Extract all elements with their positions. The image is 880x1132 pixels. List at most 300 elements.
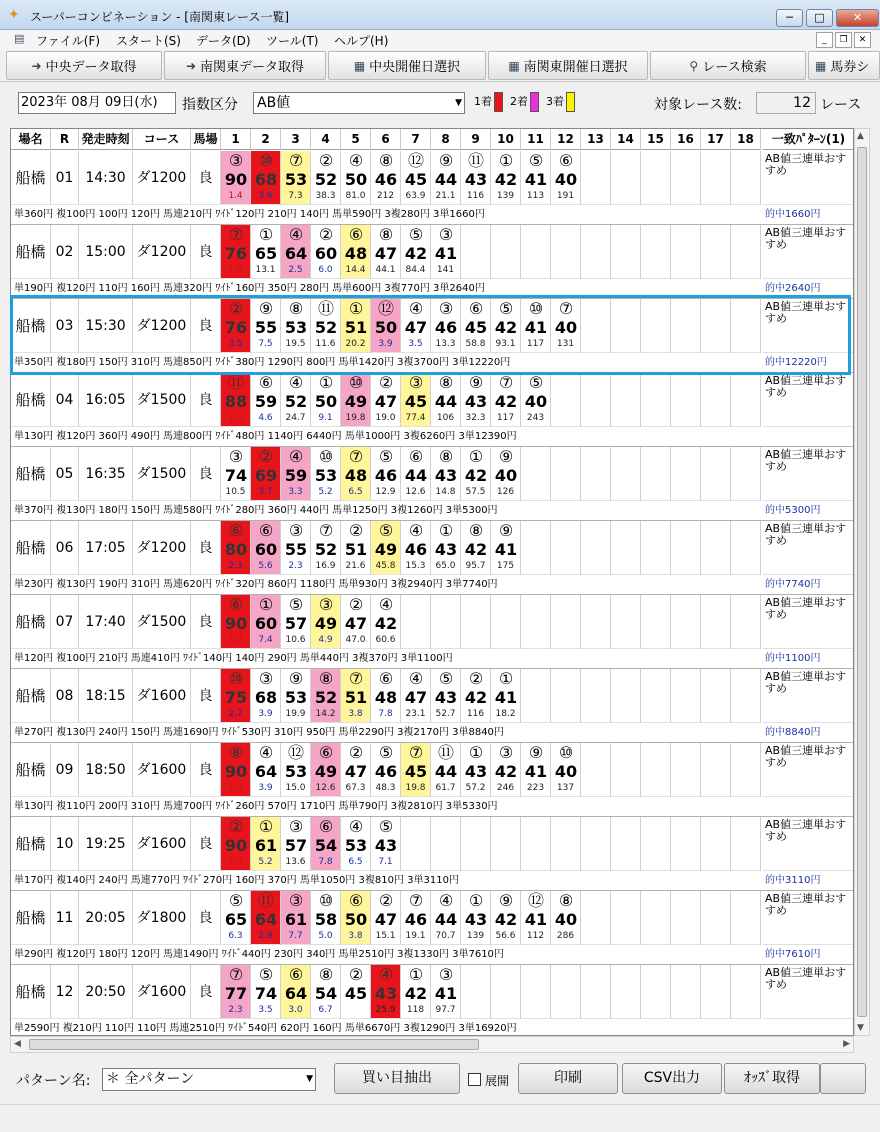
horse-number: ⑥ — [378, 669, 394, 688]
odds-value: 2.3 — [281, 558, 311, 575]
odds-value: 95.7 — [461, 558, 491, 575]
odds-value — [611, 706, 641, 723]
column-header[interactable]: 15 — [641, 129, 671, 150]
horse-number: ① — [498, 151, 514, 170]
horse-number: ④ — [288, 447, 304, 466]
odds-value — [701, 484, 731, 501]
race-track-cell: 良 — [191, 299, 221, 353]
column-header[interactable]: 10 — [491, 129, 521, 150]
horse-number: ③ — [438, 299, 454, 318]
odds-value: 14.4 — [341, 262, 371, 279]
column-header[interactable]: 7 — [401, 129, 431, 150]
odds-value: 116 — [461, 188, 491, 205]
column-header[interactable]: 12 — [551, 129, 581, 150]
odds-value — [611, 928, 641, 945]
index-value: 64 — [254, 910, 278, 929]
column-header[interactable]: R — [51, 129, 79, 150]
index-value: 41 — [494, 540, 518, 559]
race-venue-cell: 船橋 — [11, 299, 51, 353]
index-value: 46 — [374, 170, 398, 189]
odds-value — [671, 632, 701, 649]
extract-tickets-button[interactable]: 買い目抽出 — [334, 1063, 460, 1094]
race-row[interactable] — [11, 373, 854, 447]
column-header[interactable]: 5 — [341, 129, 371, 150]
pattern-cell: AB値三連単おすすめ — [763, 373, 854, 427]
hit-result: 的中8840円 — [763, 723, 854, 743]
race-row[interactable] — [11, 669, 854, 743]
doc-icon: ▤ — [14, 32, 25, 45]
scroll-down-icon[interactable]: ▼ — [857, 1023, 864, 1033]
odds-value: 7.8 — [371, 706, 401, 723]
column-header[interactable]: 一致ﾊﾟﾀｰﾝ(1) — [763, 129, 854, 150]
odds-value — [671, 928, 701, 945]
odds-value: 48.3 — [371, 780, 401, 797]
horse-number: ② — [468, 669, 484, 688]
payout-row: 単360円 複100円 100円 120円 馬連210円 ﾜｲﾄﾞ120円 210円 140円 馬単590円 3複280円 3単1660円 — [11, 205, 763, 225]
index-value: 45 — [404, 170, 428, 189]
mdi-minimize-button[interactable]: _ — [816, 32, 833, 48]
race-row[interactable] — [11, 521, 854, 595]
column-header[interactable]: 4 — [311, 129, 341, 150]
odds-value — [701, 1002, 731, 1019]
menu-file[interactable]: ファイル(F) — [36, 34, 101, 48]
index-value: 44 — [434, 910, 458, 929]
index-value: 49 — [374, 540, 398, 559]
horse-number: ⑤ — [378, 817, 394, 836]
odds-value — [641, 484, 671, 501]
legend-first: 1着 — [474, 92, 503, 112]
odds-value — [701, 780, 731, 797]
race-row[interactable] — [11, 225, 854, 299]
race-time-cell: 16:05 — [79, 373, 133, 427]
hit-result — [763, 797, 854, 817]
odds-value: 13.6 — [281, 854, 311, 871]
column-header[interactable]: 発走時刻 — [79, 129, 133, 150]
odds-value: 1.3 — [221, 410, 251, 427]
odds-value — [731, 706, 761, 723]
horse-number: ⑩ — [318, 447, 334, 466]
odds-value: 20.2 — [341, 336, 371, 353]
index-value: 45 — [404, 392, 428, 411]
menu-start[interactable]: スタート(S) — [116, 34, 181, 48]
odds-value: 13.1 — [251, 262, 281, 279]
odds-value: 52.7 — [431, 706, 461, 723]
race-r-cell: 09 — [51, 743, 79, 797]
odds-value — [521, 262, 551, 279]
central-date-select-button[interactable]: ▦ 中央開催日選択 — [328, 51, 486, 80]
race-course-cell: ダ1600 — [133, 817, 191, 871]
menu-data[interactable]: データ(D) — [196, 34, 251, 48]
odds-value — [641, 780, 671, 797]
horse-number: ② — [348, 743, 364, 762]
index-value: 47 — [344, 614, 368, 633]
odds-value: 10.5 — [221, 484, 251, 501]
odds-value — [611, 188, 641, 205]
index-value: 46 — [404, 540, 428, 559]
odds-value — [641, 706, 671, 723]
horse-number: ⑤ — [378, 521, 394, 540]
horse-number: ② — [228, 817, 244, 836]
index-value: 90 — [224, 836, 248, 855]
odds-value: 5.0 — [311, 928, 341, 945]
pattern-cell: AB値三連単おすすめ — [763, 595, 854, 649]
odds-value: 5.2 — [311, 484, 341, 501]
index-value: 50 — [314, 392, 338, 411]
expand-checkbox[interactable] — [468, 1073, 481, 1086]
odds-value: 2.5 — [281, 262, 311, 279]
index-value: 46 — [374, 762, 398, 781]
odds-value: 81.0 — [341, 188, 371, 205]
pattern-select[interactable]: ＊ 全パターン ▼ — [102, 1068, 316, 1091]
index-value: 50 — [344, 170, 368, 189]
column-header[interactable]: 18 — [731, 129, 761, 150]
odds-value — [551, 632, 581, 649]
odds-value — [641, 410, 671, 427]
index-value: 53 — [314, 466, 338, 485]
kanto-date-select-button[interactable]: ▦ 南関東開催日選択 — [488, 51, 648, 80]
odds-value — [521, 632, 551, 649]
ticket-sheet-button[interactable]: ▦ 馬券シ — [808, 51, 880, 80]
hit-result: 的中7740円 — [763, 575, 854, 595]
mdi-close-button[interactable]: ✕ — [854, 32, 871, 48]
race-count-value: 12 — [756, 92, 816, 114]
odds-value — [701, 558, 731, 575]
pattern-cell: AB値三連単おすすめ — [763, 521, 854, 575]
search-icon: ⚲ — [689, 58, 699, 73]
odds-value — [731, 780, 761, 797]
race-track-cell: 良 — [191, 891, 221, 945]
column-header[interactable]: 14 — [611, 129, 641, 150]
horse-number: ⑨ — [438, 151, 454, 170]
close-button[interactable]: ✕ — [836, 9, 879, 27]
index-value: 50 — [374, 318, 398, 337]
index-value: 61 — [254, 836, 278, 855]
index-value: 53 — [284, 688, 308, 707]
race-r-cell: 07 — [51, 595, 79, 649]
race-row[interactable] — [11, 891, 854, 965]
index-value: 90 — [224, 170, 248, 189]
pattern-cell: AB値三連単おすすめ — [763, 151, 854, 205]
payout-row: 単130円 複120円 360円 490円 馬連800円 ﾜｲﾄﾞ480円 1140円 6440円 馬単1000円 3複6260円 3単12390円 — [11, 427, 763, 447]
column-header[interactable]: 16 — [671, 129, 701, 150]
odds-value: 118 — [401, 1002, 431, 1019]
odds-value: 1.7 — [221, 854, 251, 871]
race-course-cell: ダ1200 — [133, 521, 191, 575]
index-value: 49 — [314, 762, 338, 781]
odds-value: 24.7 — [281, 410, 311, 427]
odds-value: 18.2 — [491, 706, 521, 723]
race-track-cell: 良 — [191, 817, 221, 871]
race-time-cell: 14:30 — [79, 151, 133, 205]
race-course-cell: ダ1200 — [133, 225, 191, 279]
race-venue-cell: 船橋 — [11, 891, 51, 945]
odds-value — [581, 410, 611, 427]
odds-value — [581, 336, 611, 353]
horse-number: ⑤ — [288, 595, 304, 614]
odds-value — [701, 410, 731, 427]
race-row[interactable] — [11, 743, 854, 817]
odds-fetch-button[interactable]: ｵｯｽﾞ取得 — [724, 1063, 820, 1094]
race-track-cell: 良 — [191, 447, 221, 501]
index-value: 43 — [464, 392, 488, 411]
horizontal-scroll-thumb[interactable] — [29, 1039, 479, 1050]
calendar-icon: ▦ — [353, 58, 366, 73]
index-value: 41 — [494, 688, 518, 707]
horse-number: ③ — [228, 447, 244, 466]
horse-number: ⑩ — [258, 151, 274, 170]
index-value: 42 — [494, 392, 518, 411]
index-value: 46 — [404, 910, 428, 929]
horse-number: ③ — [288, 891, 304, 910]
odds-value: 19.9 — [281, 706, 311, 723]
odds-value: 3.9 — [251, 780, 281, 797]
index-value: 65 — [254, 244, 278, 263]
index-value: 47 — [404, 318, 428, 337]
race-venue-cell: 船橋 — [11, 743, 51, 797]
horizontal-scrollbar[interactable] — [10, 1036, 854, 1053]
hit-result: 的中1100円 — [763, 649, 854, 669]
odds-value: 10.6 — [281, 632, 311, 649]
legend-first-swatch — [494, 92, 503, 112]
index-value: 47 — [374, 910, 398, 929]
race-venue-cell: 船橋 — [11, 595, 51, 649]
index-value: 76 — [224, 244, 248, 263]
horse-number: ⑨ — [528, 743, 544, 762]
race-r-cell: 03 — [51, 299, 79, 353]
odds-value — [551, 1002, 581, 1019]
odds-value — [551, 558, 581, 575]
race-venue-cell: 船橋 — [11, 669, 51, 723]
odds-value — [401, 854, 431, 871]
race-row[interactable] — [11, 595, 854, 669]
horse-number: ⑥ — [318, 817, 334, 836]
race-row[interactable] — [11, 151, 854, 225]
hit-result: 的中12220円 — [763, 353, 854, 373]
odds-value — [731, 558, 761, 575]
odds-value: 93.1 — [491, 336, 521, 353]
date-picker[interactable]: 2023年 08月 09日(水) — [18, 92, 176, 114]
odds-value: 15.3 — [401, 558, 431, 575]
race-count-label: 対象レース数: — [654, 97, 743, 113]
horse-number: ⑦ — [288, 151, 304, 170]
index-value: 68 — [254, 170, 278, 189]
race-time-cell: 18:15 — [79, 669, 133, 723]
index-value: 44 — [434, 762, 458, 781]
horse-number: ④ — [258, 743, 274, 762]
maximize-button[interactable]: □ — [806, 9, 833, 27]
chevron-down-icon[interactable]: ▼ — [306, 1074, 313, 1084]
odds-value: 9.1 — [311, 410, 341, 427]
column-header[interactable]: 9 — [461, 129, 491, 150]
index-value: 40 — [524, 392, 548, 411]
race-time-cell: 20:50 — [79, 965, 133, 1019]
index-value: 49 — [344, 392, 368, 411]
pattern-cell: AB値三連単おすすめ — [763, 299, 854, 353]
odds-value: 117 — [521, 336, 551, 353]
horse-number: ② — [318, 151, 334, 170]
horse-number: ⑤ — [378, 743, 394, 762]
horse-number: ⑧ — [438, 373, 454, 392]
horse-number: ⑦ — [408, 891, 424, 910]
download-icon: ➜ — [31, 58, 42, 73]
race-time-cell: 15:30 — [79, 299, 133, 353]
odds-value: 139 — [491, 188, 521, 205]
index-value: 41 — [434, 984, 458, 1003]
index-value: 44 — [434, 170, 458, 189]
column-header[interactable]: コース — [133, 129, 191, 150]
central-data-fetch-button[interactable]: ➜ 中央データ取得 — [6, 51, 162, 80]
race-time-cell: 15:00 — [79, 225, 133, 279]
index-value: 69 — [254, 466, 278, 485]
menu-bar — [0, 30, 880, 50]
column-header[interactable]: 13 — [581, 129, 611, 150]
horse-number: ⑥ — [348, 891, 364, 910]
index-value: 42 — [464, 688, 488, 707]
index-value: 40 — [554, 910, 578, 929]
index-value: 46 — [434, 318, 458, 337]
horse-number: ③ — [498, 743, 514, 762]
odds-value: 1.3 — [221, 780, 251, 797]
horse-number: ① — [348, 299, 364, 318]
payout-row: 単290円 複120円 180円 120円 馬連1490円 ﾜｲﾄﾞ440円 230円 340円 馬単2510円 3複1330円 3単7610円 — [11, 945, 763, 965]
hit-result — [763, 427, 854, 447]
pattern-cell: AB値三連単おすすめ — [763, 891, 854, 945]
odds-value: 112 — [521, 928, 551, 945]
horse-number: ⑧ — [228, 743, 244, 762]
race-course-cell: ダ1500 — [133, 373, 191, 427]
race-row[interactable] — [11, 447, 854, 521]
horse-number: ④ — [288, 225, 304, 244]
index-value: 42 — [494, 910, 518, 929]
odds-value — [551, 854, 581, 871]
hit-result: 的中5300円 — [763, 501, 854, 521]
horse-number: ② — [228, 299, 244, 318]
odds-value — [551, 484, 581, 501]
column-header[interactable]: 11 — [521, 129, 551, 150]
menu-help[interactable]: ヘルプ(H) — [334, 34, 389, 48]
odds-value — [671, 854, 701, 871]
race-course-cell: ダ1600 — [133, 669, 191, 723]
odds-value — [671, 336, 701, 353]
horse-number: ② — [258, 447, 274, 466]
horse-number: ⑤ — [438, 669, 454, 688]
odds-value: 19.0 — [371, 410, 401, 427]
race-r-cell: 05 — [51, 447, 79, 501]
odds-value: 6.7 — [311, 1002, 341, 1019]
odds-value: 2.3 — [221, 558, 251, 575]
horse-number: ④ — [408, 299, 424, 318]
index-select[interactable]: AB値 ▼ — [253, 92, 465, 114]
print-button[interactable]: 印刷 — [518, 1063, 618, 1094]
odds-value: 131 — [551, 336, 581, 353]
vertical-scroll-thumb[interactable] — [857, 147, 867, 1017]
column-header[interactable]: 3 — [281, 129, 311, 150]
scroll-up-icon[interactable]: ▲ — [857, 131, 864, 141]
column-header[interactable]: 1 — [221, 129, 251, 150]
scroll-left-icon[interactable]: ◀ — [14, 1039, 21, 1049]
chevron-down-icon[interactable]: ▼ — [455, 98, 462, 108]
odds-value — [551, 706, 581, 723]
grid-icon: ▦ — [815, 58, 827, 73]
mdi-restore-button[interactable]: ❐ — [835, 32, 852, 48]
index-value: 55 — [284, 540, 308, 559]
kanto-data-fetch-button[interactable]: ➜ 南関東データ取得 — [164, 51, 326, 80]
horse-number: ⑧ — [468, 521, 484, 540]
column-header[interactable]: 2 — [251, 129, 281, 150]
column-header[interactable]: 6 — [371, 129, 401, 150]
horse-number: ⑨ — [498, 447, 514, 466]
index-value: 42 — [404, 984, 428, 1003]
index-value: 65 — [224, 910, 248, 929]
index-value: 88 — [224, 392, 248, 411]
horse-number: ⑥ — [288, 965, 304, 984]
index-value: 60 — [254, 540, 278, 559]
odds-value — [581, 188, 611, 205]
minimize-button[interactable]: ─ — [776, 9, 803, 27]
horse-number: ⑩ — [318, 891, 334, 910]
vertical-scrollbar[interactable] — [854, 128, 870, 1036]
race-row[interactable] — [11, 965, 854, 1036]
race-search-button[interactable]: ⚲ レース検索 — [650, 51, 806, 80]
odds-value: 117 — [491, 410, 521, 427]
horse-number: ⑥ — [228, 595, 244, 614]
race-row[interactable] — [11, 817, 854, 891]
index-value: 80 — [224, 540, 248, 559]
odds-value — [611, 1002, 641, 1019]
column-header[interactable]: 8 — [431, 129, 461, 150]
next-button[interactable] — [820, 1063, 866, 1094]
horse-number: ⑧ — [558, 891, 574, 910]
race-track-cell: 良 — [191, 151, 221, 205]
odds-value: 5.6 — [251, 558, 281, 575]
column-header[interactable]: 馬場 — [191, 129, 221, 150]
index-value: 49 — [314, 614, 338, 633]
column-header[interactable]: 17 — [701, 129, 731, 150]
horse-number: ⑧ — [288, 299, 304, 318]
hit-result: 的中2640円 — [763, 279, 854, 299]
csv-export-button[interactable]: CSV出力 — [622, 1063, 722, 1094]
race-row[interactable] — [11, 299, 854, 373]
odds-value: 4.6 — [251, 410, 281, 427]
odds-value — [551, 262, 581, 279]
column-header[interactable]: 場名 — [11, 129, 51, 150]
menu-tools[interactable]: ツール(T) — [266, 34, 319, 48]
odds-value: 3.8 — [341, 706, 371, 723]
index-value: 45 — [404, 762, 428, 781]
pattern-cell: AB値三連単おすすめ — [763, 743, 854, 797]
odds-value: 2.7 — [221, 706, 251, 723]
odds-value — [581, 632, 611, 649]
odds-value — [671, 188, 701, 205]
race-r-cell: 06 — [51, 521, 79, 575]
index-value: 43 — [464, 762, 488, 781]
odds-value — [701, 706, 731, 723]
index-value: 68 — [254, 688, 278, 707]
horse-number: ⑫ — [407, 151, 424, 170]
horse-number: ④ — [348, 817, 364, 836]
index-value: 58 — [314, 910, 338, 929]
race-r-cell: 12 — [51, 965, 79, 1019]
index-value: 76 — [224, 318, 248, 337]
race-grid[interactable] — [10, 128, 854, 1036]
odds-value — [581, 706, 611, 723]
odds-value — [611, 484, 641, 501]
scroll-right-icon[interactable]: ▶ — [843, 1039, 850, 1049]
horse-number: ③ — [258, 669, 274, 688]
odds-value — [611, 780, 641, 797]
race-course-cell: ダ1200 — [133, 151, 191, 205]
index-value: 45 — [344, 984, 368, 1003]
